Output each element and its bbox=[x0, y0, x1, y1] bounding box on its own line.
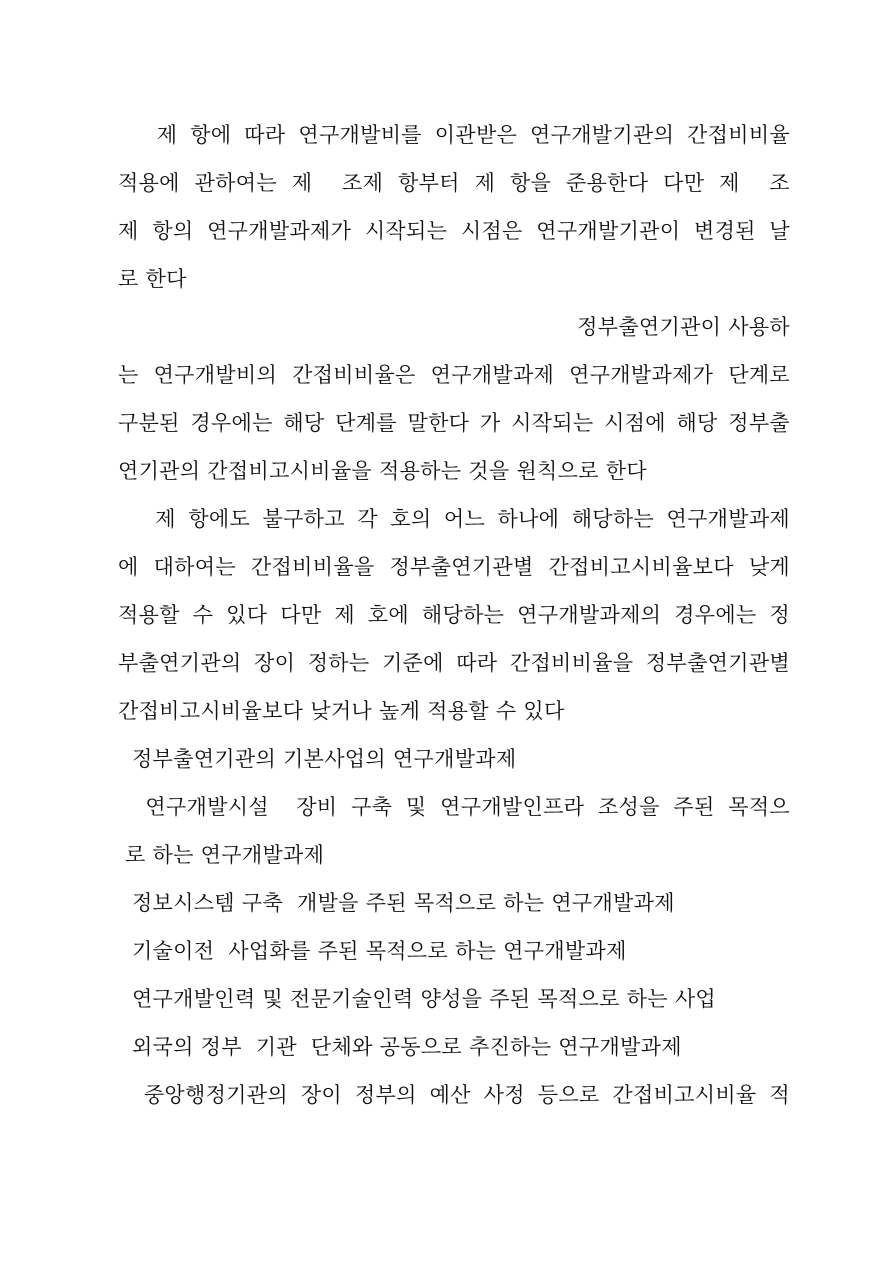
paragraph-3-line-2: 에 대하여는 간접비비율을 정부출연기관별 간접비고시비율보다 낮게 bbox=[118, 555, 790, 579]
list-item-2-line-1: 연구개발시설 장비 구축 및 연구개발인프라 조성을 주된 목적으 bbox=[118, 795, 790, 819]
paragraph-1-line-3: 제 항의 연구개발과제가 시작되는 시점은 연구개발기관이 변경된 날 bbox=[118, 219, 790, 243]
paragraph-2-line-1: 정부출연기관이 사용하 bbox=[577, 315, 790, 339]
list-item-7: 중앙행정기관의 장이 정부의 예산 사정 등으로 간접비고시비율 적 bbox=[118, 1083, 790, 1107]
paragraph-3-line-4: 부출연기관의 장이 정하는 기준에 따라 간접비비율을 정부출연기관별 bbox=[118, 651, 790, 675]
paragraph-1-line-2: 적용에 관하여는 제 조제 항부터 제 항을 준용한다 다만 제 조 bbox=[118, 171, 790, 195]
list-item-4: 기술이전 사업화를 주된 목적으로 하는 연구개발과제 bbox=[118, 939, 627, 963]
paragraph-2-line-3: 구분된 경우에는 해당 단계를 말한다 가 시작되는 시점에 해당 정부출 bbox=[118, 411, 790, 435]
paragraph-3-line-1: 제 항에도 불구하고 각 호의 어느 하나에 해당하는 연구개발과제 bbox=[118, 507, 790, 531]
list-item-3: 정보시스템 구축 개발을 주된 목적으로 하는 연구개발과제 bbox=[118, 891, 675, 915]
paragraph-1-line-4: 로 한다 bbox=[118, 267, 187, 291]
list-item-1: 정부출연기관의 기본사업의 연구개발과제 bbox=[118, 747, 517, 771]
paragraph-3-line-5: 간접비고시비율보다 낮거나 높게 적용할 수 있다 bbox=[118, 699, 565, 723]
paragraph-3-line-3: 적용할 수 있다 다만 제 호에 해당하는 연구개발과제의 경우에는 정 bbox=[118, 603, 790, 627]
paragraph-1-line-1: 제 항에 따라 연구개발비를 이관받은 연구개발기관의 간접비비율 bbox=[118, 123, 790, 147]
list-item-5: 연구개발인력 및 전문기술인력 양성을 주된 목적으로 하는 사업 bbox=[118, 987, 717, 1011]
paragraph-2-line-2: 는 연구개발비의 간접비비율은 연구개발과제 연구개발과제가 단계로 bbox=[118, 363, 790, 387]
list-item-6: 외국의 정부 기관 단체와 공동으로 추진하는 연구개발과제 bbox=[118, 1035, 682, 1059]
paragraph-2-line-4: 연기관의 간접비고시비율을 적용하는 것을 원칙으로 한다 bbox=[118, 459, 647, 483]
list-item-2-line-2: 로 하는 연구개발과제 bbox=[118, 843, 325, 867]
